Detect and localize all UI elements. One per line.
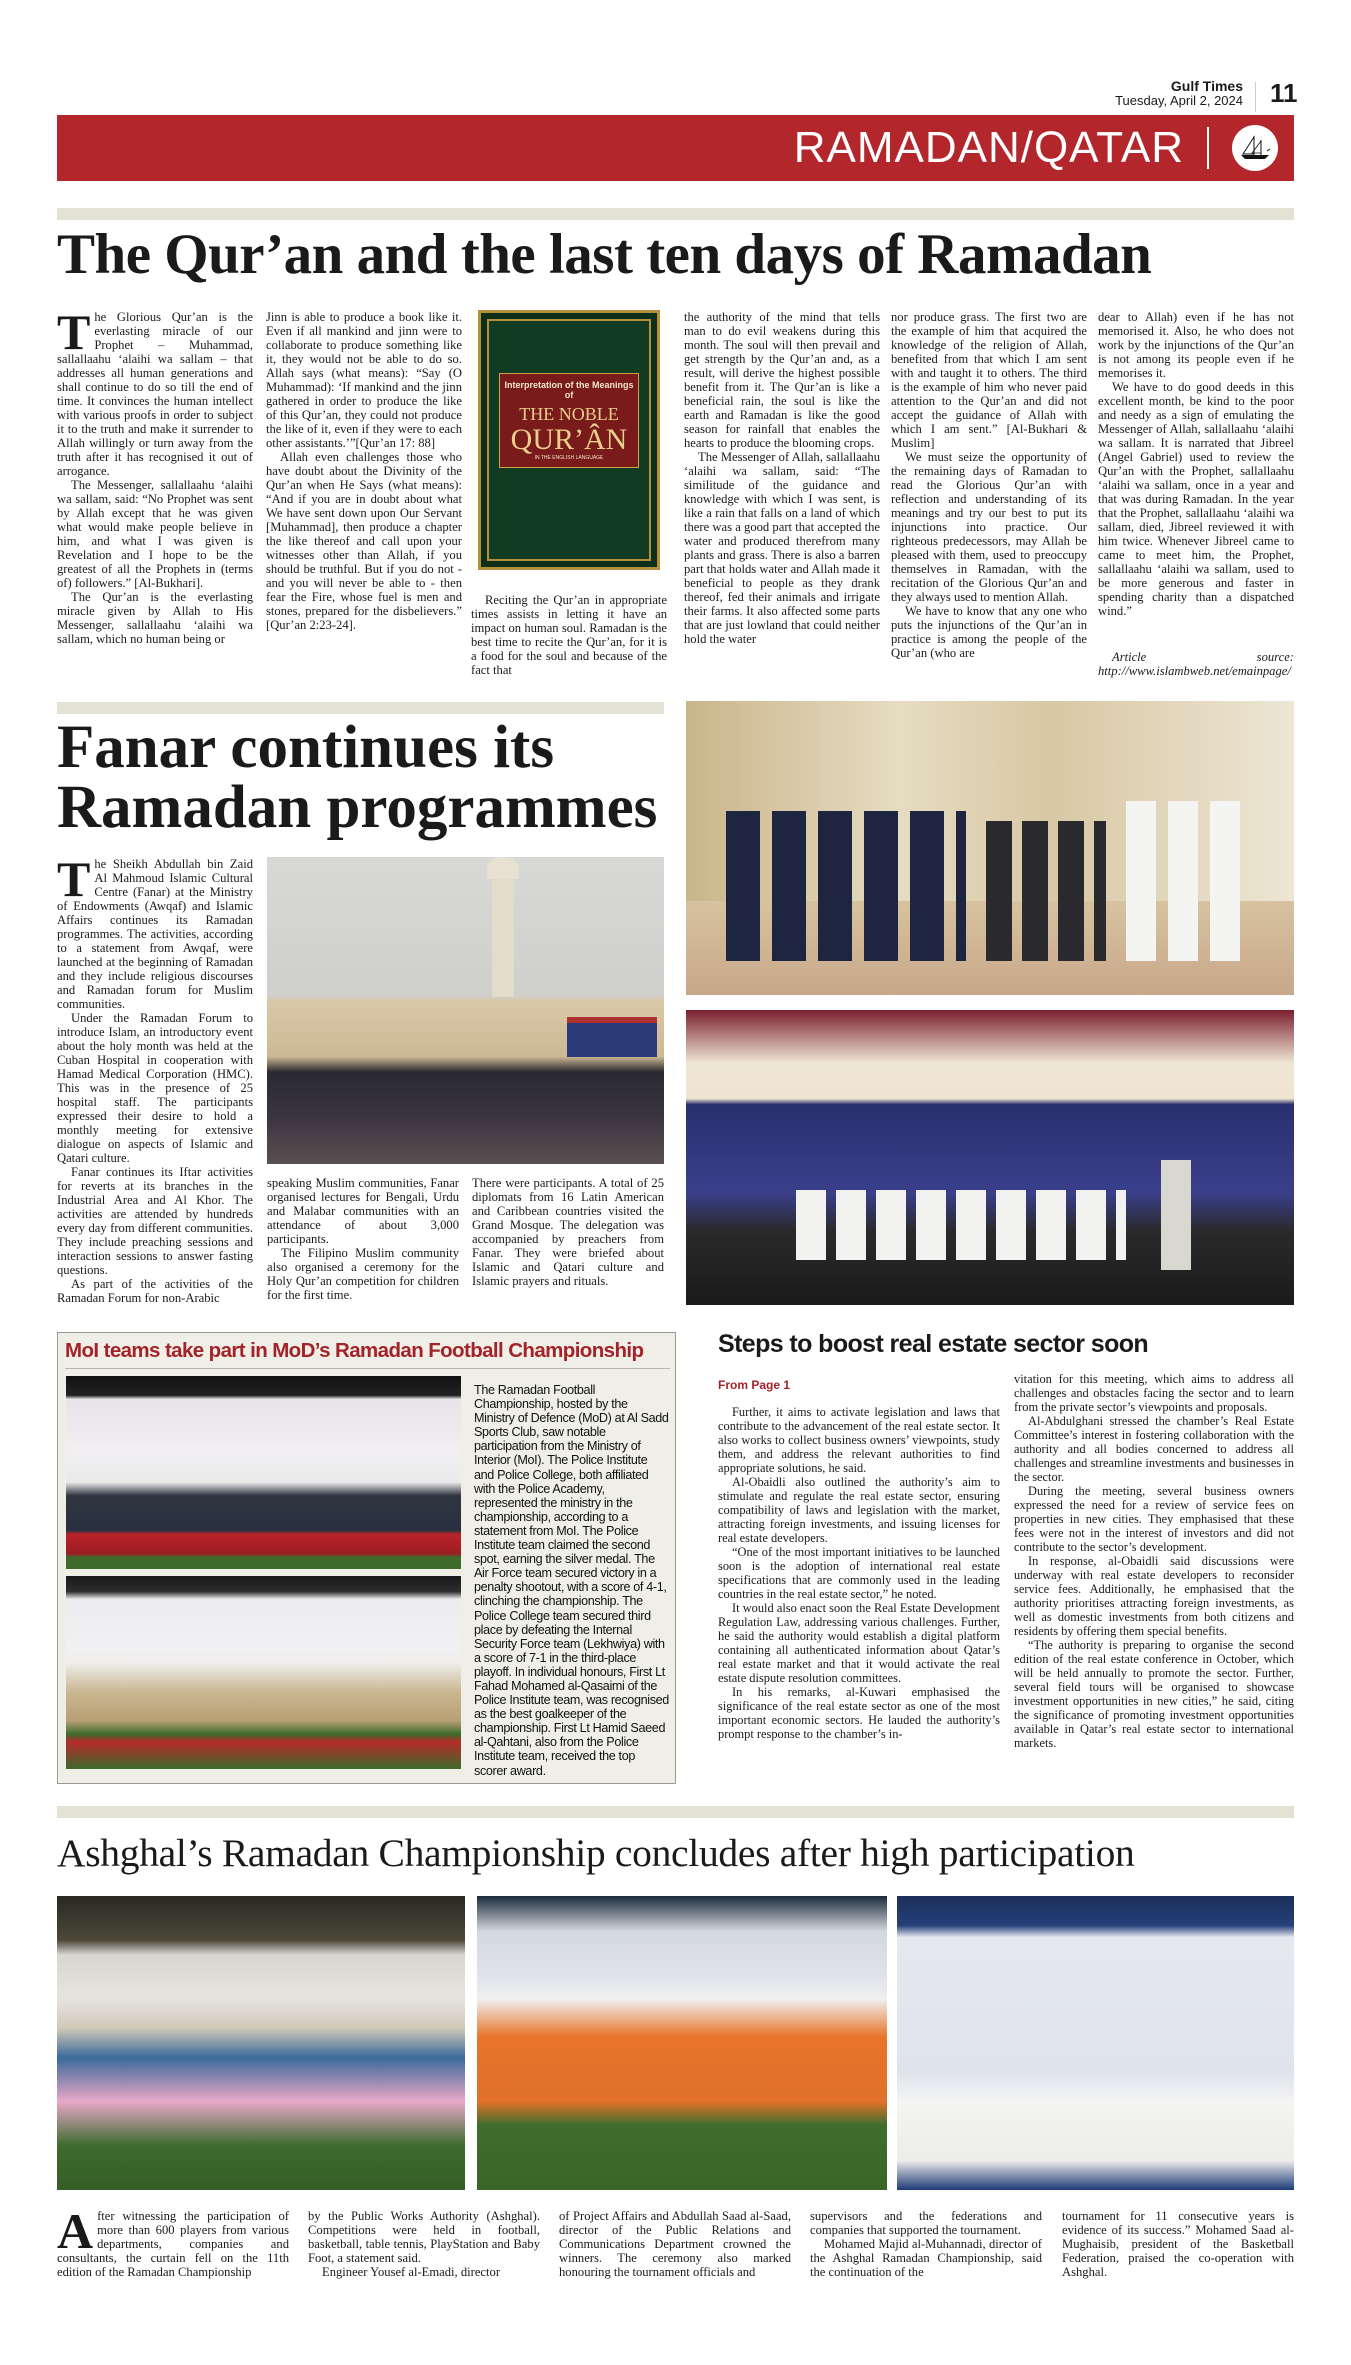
paragraph: Under the Ramadan Forum to introduce Islam, an introductory event about the holy month was held at the Cuban Hospital in cooperation with Hamad Medical Corporation (HMC). This was in the presence of 25 hospital staff. The participants expressed their desire to hold a monthly meeting for extensive dialogue on aspects of Islamic and Qatari culture.	[57, 1011, 253, 1165]
article-column	[1014, 1372, 1294, 1750]
paragraph: Al-Abdulghani stressed the chamber’s Real Estate Committee’s interest in fostering collaboration with the authority and all bodies concerned to address all challenges and streamline investments and businesses in the sector.	[1014, 1414, 1294, 1484]
paragraph: the authority of the mind that tells man to do evil weakens during this month. The soul will then prevail and get strength by the Qur’an and, as a result, will derive the highest possible benefit from it. The Qur’an is like a beneficial rain, the soul is like the earth and Ramadan is like the good season for rainfall that enables the hearts to produce the blooming crops.	[684, 310, 880, 450]
article-column	[472, 1176, 664, 1288]
article-column	[308, 2209, 540, 2279]
headline-line: Ramadan programmes	[57, 774, 658, 841]
sidebar-body: The Ramadan Football Championship, hosted by the Ministry of Defence (MoD) at Al Sadd Sports Club, saw notable participation from the Ministry of Interior (MoI). The Police Institute and Police College, both affiliated with the Police Academy, represented the ministry in the championship, according to a statement from MoI. The Police Institute team claimed the second spot, earning the silver medal. The Air Force team secured victory in a penalty shootout, with a score of 4-1, clinching the championship. The Police College team secured third place by defeating the Internal Security Force team (Lekhwiya) with a score of 7-1 in the third-place playoff. In individual honours, First Lt Fahad Mohamed al-Qasaimi of the Police Institute team, was recognised as the best goalkeeper of the championship. First Lt Hamid Saeed al-Qahtani, also from the Police Institute team, received the top scorer award.	[474, 1383, 669, 1778]
moi-sidebar-box	[57, 1332, 676, 1784]
quran-book-cover-image	[478, 310, 660, 570]
paragraph: Al-Obaidli also outlined the authority’s aim to stimulate and regulate the real estate sector, ensuring compatibility of laws and legislation with the market, attracting foreign investments, and issuing licenses for real estate developers.	[718, 1475, 1000, 1545]
issue-date: Tuesday, April 2, 2024	[1115, 93, 1243, 108]
divider	[1255, 82, 1256, 112]
article-column	[684, 310, 880, 646]
article-column	[267, 1176, 459, 1302]
paragraph: Further, it aims to activate legislation and laws that contribute to the advancement of the real estate sector. It also works to collect business owners’ viewpoints, study them, and address the relevant authorities to find appropriate solutions, he said.	[718, 1405, 1000, 1475]
book-title: THE NOBLE	[519, 404, 619, 424]
paragraph: During the meeting, several business owners expressed the need for a review of service fees on properties in new cities. They emphasised that these fees were not in the interest of investors and did not contribute to the sector’s development.	[1014, 1484, 1294, 1554]
ramadan-stage-event-photo	[686, 1010, 1294, 1305]
drop-cap: A	[57, 2203, 94, 2259]
paragraph: Engineer Yousef al-Emadi, director	[322, 2265, 501, 2279]
paragraph: We have to do good deeds in this excellent month, be kind to the poor and needy as a sign of emulating the Messenger of Allah, sallallaahu ‘alaihi wa sallam. It is narrated that Jibreel (Angel Gabriel) used to review the Qur’an with the Prophet, sallallaahu ‘alaihi wa sallam, once in a year and that was during Ramadan. In the year that the Prophet, sallallaahu ‘alaihi wa sallam, died, Jibreel reviewed it with him twice. Whenever Jibreel came to came to meet him, the Prophet, sallallaahu ‘alaihi wa sallam, used to be more generous and faster in spending charity than a dispatched wind.”	[1098, 380, 1294, 618]
ashghal-winners-photo-3	[897, 1896, 1294, 2190]
paragraph: The Filipino Muslim community also organised a ceremony for the Holy Qur’an competition for children for the first time.	[267, 1246, 459, 1302]
paragraph: Jinn is able to produce a book like it. Even if all mankind and jinn were to collaborate to produce something like it, they would not be able to do so. Allah says (what means): “Say (O Muhammad): ‘If mankind and the jinn gathered in order to produce the like of this Qur’an, they could not produce the like of it, even if they were to each other assistants.’”[Qur’an 17: 88]	[266, 310, 462, 450]
section-rule	[57, 208, 1294, 220]
paragraph: tournament for 11 consecutive years is evidence of its success.” Mohamed Saad al-Mughaisib, president of the Basketball Federation, praised the co-operation with Ashghal.	[1062, 2209, 1294, 2279]
article-column	[810, 2209, 1042, 2279]
paragraph: of Project Affairs and Abdullah Saad al-Saad, director of the Public Relations and Communications Department crowned the winners. The ceremony also marked honouring the tournament officials and	[559, 2209, 791, 2279]
paragraph: vitation for this meeting, which aims to address all challenges and obstacles facing the sector and to learn from the private sector’s viewpoints and proposals.	[1014, 1372, 1294, 1414]
headline-quran: The Qur’an and the last ten days of Ramadan	[57, 223, 1152, 286]
paragraph: Reciting the Qur’an in appropriate times assists in letting it have an impact on human soul. Ramadan is the best time to recite the Qur’an, for it is a food for the soul and because of the fact that	[471, 593, 667, 677]
paragraph: Fanar continues its Iftar activities for reverts at its branches in the Industrial Area and Al Khor. The activities are attended by hundreds every day from different communities. They include preaching sessions and interaction sessions to answer fasting questions.	[57, 1165, 253, 1277]
section-title: RAMADAN/QATAR	[793, 123, 1184, 172]
paragraph: We have to know that any one who puts the injunctions of the Qur’an in practice is among the people of the Qur’an (who are	[891, 604, 1087, 660]
ashghal-winners-photo-1	[57, 1896, 465, 2190]
jump-label[interactable]: From Page 1	[718, 1378, 791, 1392]
paragraph: Mohamed Majid al-Muhannadi, director of the Ashghal Ramadan Championship, said the continuation of the	[810, 2237, 1042, 2279]
paragraph: In his remarks, al-Kuwari emphasised the significance of the real estate sector as one of the most important economic sectors. He lauded the authority’s prompt response to the chamber’s in-	[718, 1685, 1000, 1741]
paragraph: “One of the most important initiatives to be launched soon is the adoption of international real estate specifications that are commonly used in the leading countries in the real estate sector,” he noted.	[718, 1545, 1000, 1601]
article-column	[266, 310, 462, 632]
paragraph: supervisors and the federations and companies that supported the tournament.	[810, 2209, 1042, 2237]
page-number: 11	[1270, 78, 1298, 108]
paragraph: “The authority is preparing to organise the second edition of the real estate conference in October, which will be held annually to promote the sector. Further, several field tours will be organised to showcase investment opportunities in new cities,” he said, citing the significance of promoting investment opportunities available in Qatar’s real estate sector to international markets.	[1014, 1638, 1294, 1750]
dhow-ship-icon	[1232, 125, 1278, 171]
article-column	[718, 1405, 1000, 1741]
paragraph: The Messenger, sallallaahu ‘alaihi wa sallam, said: “No Prophet was sent by Allah except that he was given what would make people believe in him, and what I was given is Revelation and I hope to be the greatest of all the Prophets in (terms of) followers.” [Al-Bukhari].	[57, 478, 253, 590]
article-column	[57, 851, 253, 1305]
paragraph: There were participants. A total of 25 diplomats from 16 Latin American and Caribbean countries visited the Grand Mosque. The delegation was accompanied by preachers from Fanar. They were briefed about Islamic and Qatari culture and Islamic prayers and rituals.	[472, 1176, 664, 1288]
section-banner	[57, 115, 1294, 181]
paragraph: by the Public Works Authority (Ashghal). Competitions were held in football, basketball, table tennis, PlayStation and Baby Foot, a statement said.	[308, 2209, 540, 2265]
paragraph: The Qur’an is the everlasting miracle given by Allah to His Messenger, sallallaahu ‘alaihi wa sallam, which no human being or	[57, 590, 253, 646]
paragraph: The Glorious Qur’an is the everlasting miracle of our Prophet – Muhammad, sallallaahu ‘alaihi wa sallam – that addresses all human generations and shall continue to do so till the end of time. It convinces the human intellect with various proofs in order to subject it to the truth and make it surrender to Allah willingly or turn away from the truth after it has recognised it out of arrogance.	[57, 304, 253, 478]
paragraph: As part of the activities of the Ramadan Forum for non-Arabic	[57, 1277, 253, 1305]
moi-team-photo-2	[66, 1576, 461, 1769]
drop-cap: T	[57, 304, 91, 360]
section-rule	[57, 1806, 1294, 1818]
ashghal-winners-photo-2	[477, 1896, 887, 2190]
book-language: IN THE ENGLISH LANGUAGE	[534, 455, 604, 461]
article-column	[1098, 310, 1294, 618]
article-column	[57, 2203, 289, 2279]
section-rule	[57, 702, 664, 714]
paragraph: speaking Muslim communities, Fanar organised lectures for Bengali, Urdu and Malabar communities with an attendance of about 3,000 participants.	[267, 1176, 459, 1246]
paragraph: dear to Allah) even if he has not memorised it. Also, he who does not work by the injunctions of the Qur’an is not among its people even if he memorises it.	[1098, 310, 1294, 380]
paragraph: The Messenger of Allah, sallallaahu ‘alaihi wa sallam, said: “The similitude of the guidance and knowledge with which I was sent, is like a rain that falls on a land of which there was a good part that accepted the water and produced therefrom many plants and grass. There is also a barren part that holds water and Allah made it beneficial to people as they drank thereof, fed their animals and irrigate their farms. It also affected some parts that are just lowland that could neither hold the water	[684, 450, 880, 646]
moi-team-photo-1	[66, 1376, 461, 1569]
paragraph: The Sheikh Abdullah bin Zaid Al Mahmoud Islamic Cultural Centre (Fanar) at the Ministry of Endowments (Awqaf) and Islamic Affairs continues its Ramadan programmes. The activities, according to a statement from Awqaf, were launched at the beginning of Ramadan and they include religious discourses and Ramadan forum for Muslim communities.	[57, 851, 253, 1011]
article-column	[471, 593, 667, 677]
headline-fanar	[57, 714, 658, 841]
article-column	[559, 2209, 791, 2279]
newspaper-name: Gulf Times	[1170, 78, 1243, 94]
paragraph: It would also enact soon the Real Estate Development Regulation Law, addressing various challenges. Further, he said the authority would establish a digital platform containing all authenticated information about Qatar’s real estate market and that it would activate the real estate dispute resolution committees.	[718, 1601, 1000, 1685]
paragraph: We must seize the opportunity of the remaining days of Ramadan to read the Glorious Qur’an with reflection and understanding of its meanings and try our best to put its injunctions into practice. Our righteous predecessors, may Allah be pleased with them, used to preoccupy themselves in Ramadan, with the recitation of the Glorious Qur’an and they always used to mention Allah.	[891, 450, 1087, 604]
book-title-label	[499, 373, 639, 468]
headline-real-estate: Steps to boost real estate sector soon	[718, 1330, 1149, 1358]
divider	[1207, 127, 1209, 169]
book-subtitle: Interpretation of the Meanings of	[504, 380, 634, 400]
delegation-visit-photo	[686, 701, 1294, 995]
book-title: QUR’ÂN	[510, 423, 628, 456]
paragraph: In response, al-Obaidli said discussions were underway with real estate developers to reconsider service fees. Additionally, he emphasised that the authority prioritises attracting foreign investments, as well as domestic investments from both citizens and residents by offering them special benefits.	[1014, 1554, 1294, 1638]
paragraph: nor produce grass. The first two are the example of him that acquired the knowledge of the religion of Allah, benefited from that which I am sent with and taught it to others. The third is the example of him who never paid attention to the Qur’an and did not accept the guidance of Allah with which I am sent.” [Al-Bukhari & Muslim]	[891, 310, 1087, 450]
headline-line: Fanar continues its	[57, 714, 555, 781]
paragraph: After witnessing the participation of more than 600 players from various departments, companies and consultants, the curtain fell on the 11th edition of the Ramadan Championship	[57, 2203, 289, 2279]
paragraph: Allah even challenges those who have doubt about the Divinity of the Qur’an when He Says (what means): “And if you are in doubt about what We have sent down upon Our Servant [Muhammad], then produce a chapter the like thereof and call upon your witnesses other than Allah, if you should be truthful. But if you do not - and you will never be able to - then fear the Fire, whose fuel is men and stones, prepared for the disbelievers.” [Qur’an 2:23-24].	[266, 450, 462, 632]
article-column	[891, 310, 1087, 660]
fanar-mosque-event-photo	[267, 857, 664, 1164]
article-column	[57, 304, 253, 646]
article-column	[1062, 2209, 1294, 2279]
headline-ashghal: Ashghal’s Ramadan Championship concludes after high participation	[57, 1831, 1135, 1875]
sidebar-title: MoI teams take part in MoD’s Ramadan Football Championship	[65, 1339, 670, 1369]
article-source[interactable]: Article source: http://www.islambweb.net/emainpage/	[1098, 650, 1294, 678]
drop-cap: T	[57, 851, 91, 907]
